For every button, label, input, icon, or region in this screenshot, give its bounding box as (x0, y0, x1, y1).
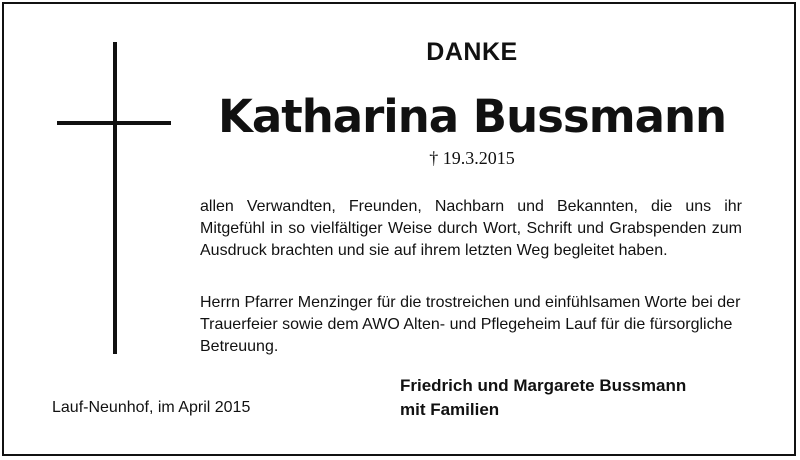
deceased-name: Katharina Bussmann (217, 90, 727, 143)
signature-line-2: mit Familien (400, 400, 500, 419)
cross-icon (113, 42, 117, 354)
thanks-paragraph-1: allen Verwandten, Freunden, Nachbarn und Bekannten, die uns ihr Mitgefühl in so vielfältiger Weise durch Wort, Schrift und Grabspenden zum Ausdruck brachten und sie auf ihrem letzten Weg begleitet haben. (200, 198, 742, 259)
heading: DANKE (426, 38, 518, 66)
signature-line-1: Friedrich und Margarete Bussmann (400, 376, 687, 395)
place-and-date: Lauf-Neunhof, im April 2015 (52, 399, 251, 416)
death-date: † 19.3.2015 (429, 148, 515, 168)
signature (400, 374, 686, 422)
cross-icon-crossbar (57, 121, 171, 125)
thanks-paragraph-2: Herrn Pfarrer Menzinger für die trostreichen und einfühlsamen Worte bei der Trauerfeier sowie dem AWO Alten- und Pflegeheim Lauf für die fürsorgliche Betreuung. (200, 294, 741, 355)
